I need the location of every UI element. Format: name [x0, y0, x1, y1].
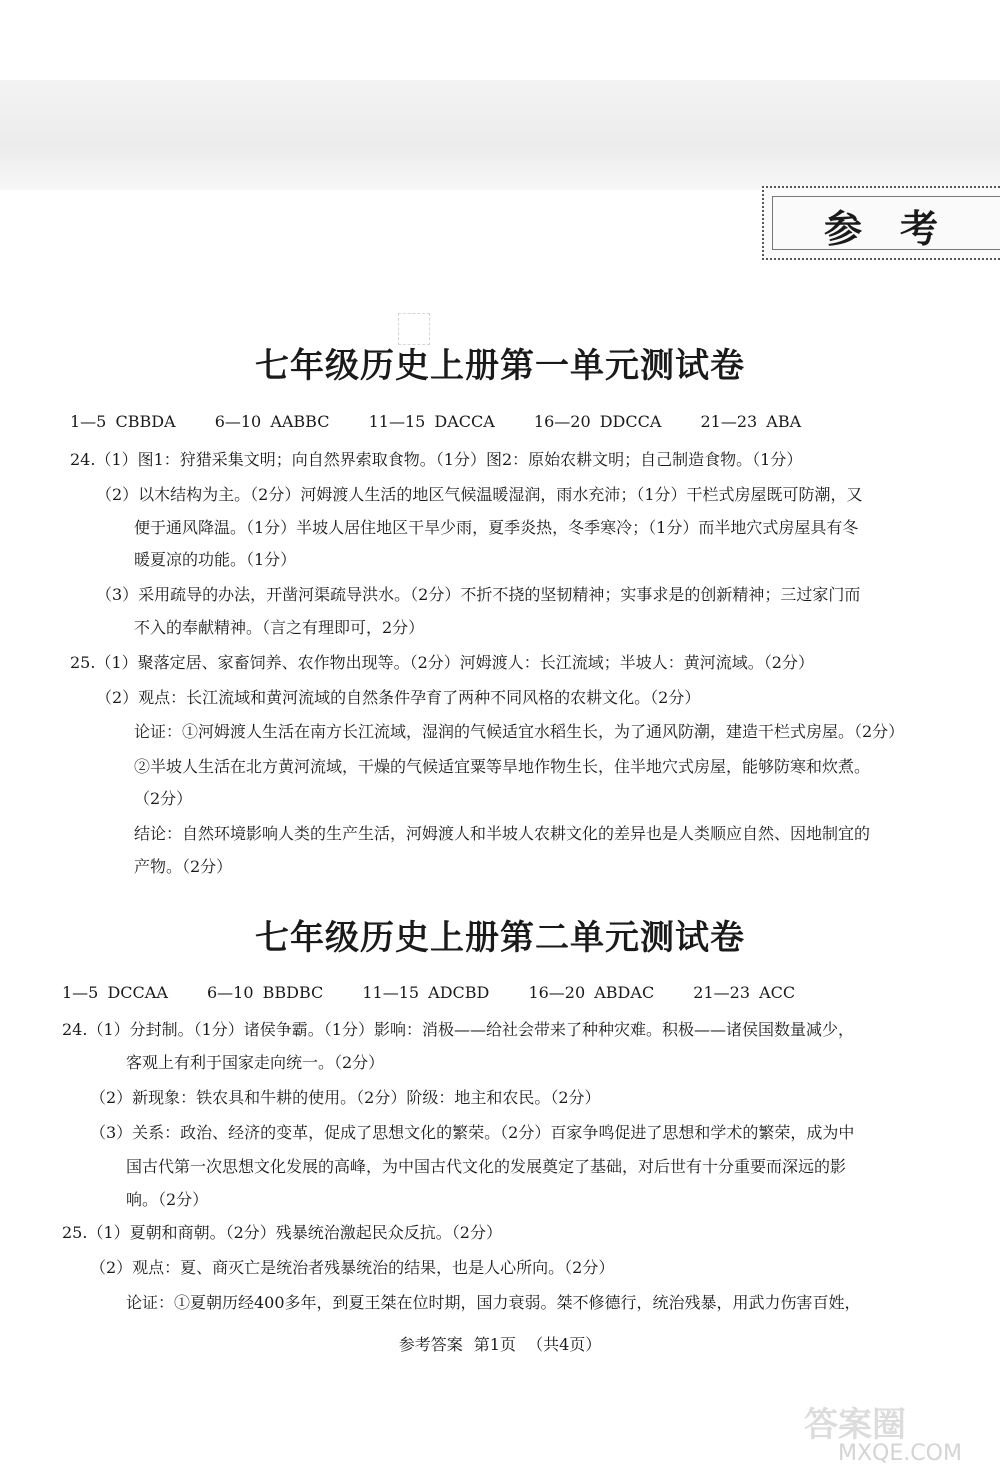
mc-answer: 16—20 ABDAC: [528, 983, 655, 1002]
mc-answer: 1—5 CBBDA: [70, 412, 176, 431]
watermark-text: 答案圈: [804, 1405, 906, 1445]
answer-line: 产物。（2分）: [134, 857, 233, 876]
mc-answer: 6—10 BBDBC: [206, 983, 324, 1002]
page-footer: 参考答案 第1页 （共4页）: [398, 1335, 602, 1354]
watermark-url: MXQE.COM: [838, 1441, 962, 1464]
answer-line: （2分）: [134, 789, 193, 808]
answer-line: 24.（1）图1：狩猎采集文明；向自然界索取食物。（1分）图2：原始农耕文明；自己制造食物。（1分）: [70, 450, 803, 469]
answer-line: 暖夏凉的功能。（1分）: [134, 550, 297, 569]
section-title: 七年级历史上册第二单元测试卷: [255, 918, 745, 958]
scan-shade: [0, 80, 1000, 190]
mc-answer: 21—23 ACC: [693, 983, 796, 1002]
answer-line: （2）观点：夏、商灭亡是统治者残暴统治的结果，也是人心所向。（2分）: [90, 1258, 615, 1277]
answer-line: 不入的奉献精神。（言之有理即可，2分）: [134, 618, 425, 637]
header-label: 参考: [824, 206, 977, 251]
answer-line: 响。（2分）: [126, 1190, 209, 1209]
mc-answers-row: [70, 412, 831, 432]
answer-line: ②半坡人生活在北方黄河流域，干燥的气候适宜粟等旱地作物生长，住半地穴式房屋，能够防寒和炊煮。: [134, 757, 871, 776]
mc-answer: 16—20 DDCCA: [533, 412, 662, 431]
answer-line: （2）新现象：铁农具和牛耕的使用。（2分）阶级：地主和农民。（2分）: [90, 1088, 601, 1107]
answer-line: 国古代第一次思想文化发展的高峰，为中国古代文化的发展奠定了基础，对后世有十分重要而深远的影: [126, 1157, 847, 1176]
mc-answer: 11—15 ADCBD: [362, 983, 490, 1002]
answer-line: 论证：①河姆渡人生活在南方长江流域，湿润的气候适宜水稻生长，为了通风防潮，建造干栏式房屋。（2分）: [134, 722, 905, 741]
answer-line: （3）采用疏导的办法，开凿河渠疏导洪水。（2分）不折不挠的坚韧精神；实事求是的创新精神；三过家门而: [96, 585, 861, 604]
mc-answers-row: [62, 983, 825, 1003]
watermark-logo: [800, 1400, 990, 1464]
answer-line: 结论：自然环境影响人类的生产生活，河姆渡人和半坡人农耕文化的差异也是人类顺应自然、因地制宜的: [134, 824, 871, 843]
mc-answer: 6—10 AABBC: [214, 412, 330, 431]
answer-line: 25.（1）聚落定居、家畜饲养、农作物出现等。（2分）河姆渡人：长江流域；半坡人：黄河流域。（2分）: [70, 653, 814, 672]
mc-answer: 11—15 DACCA: [368, 412, 495, 431]
header-box: [762, 186, 1000, 260]
answer-line: 论证：①夏朝历经400多年，到夏王桀在位时期，国力衰弱。桀不修德行，统治残暴，用武力伤害百姓，: [126, 1293, 861, 1312]
section-title: 七年级历史上册第一单元测试卷: [255, 346, 745, 386]
answer-line: 25.（1）夏朝和商朝。（2分）残暴统治激起民众反抗。（2分）: [62, 1223, 502, 1242]
mc-answer: 1—5 DCCAA: [62, 983, 168, 1002]
mc-answer: 21—23 ABA: [700, 412, 802, 431]
answer-line: （2）观点：长江流域和黄河流域的自然条件孕育了两种不同风格的农耕文化。（2分）: [96, 688, 701, 707]
answer-line: 24.（1）分封制。（1分）诸侯争霸。（1分）影响：消极——给社会带来了种种灾难。积极——诸侯国数量减少，: [62, 1020, 854, 1039]
answer-line: （2）以木结构为主。（2分）河姆渡人生活的地区气候温暖湿润，雨水充沛；（1分）干栏式房屋既可防潮，又: [96, 485, 863, 504]
answer-line: 便于通风降温。（1分）半坡人居住地区干旱少雨，夏季炎热，冬季寒冷；（1分）而半地穴式房屋具有冬: [134, 518, 859, 537]
answer-line: （3）关系：政治、经济的变革，促成了思想文化的繁荣。（2分）百家争鸣促进了思想和学术的繁荣，成为中: [90, 1123, 855, 1142]
answer-line: 客观上有利于国家走向统一。（2分）: [126, 1053, 385, 1072]
